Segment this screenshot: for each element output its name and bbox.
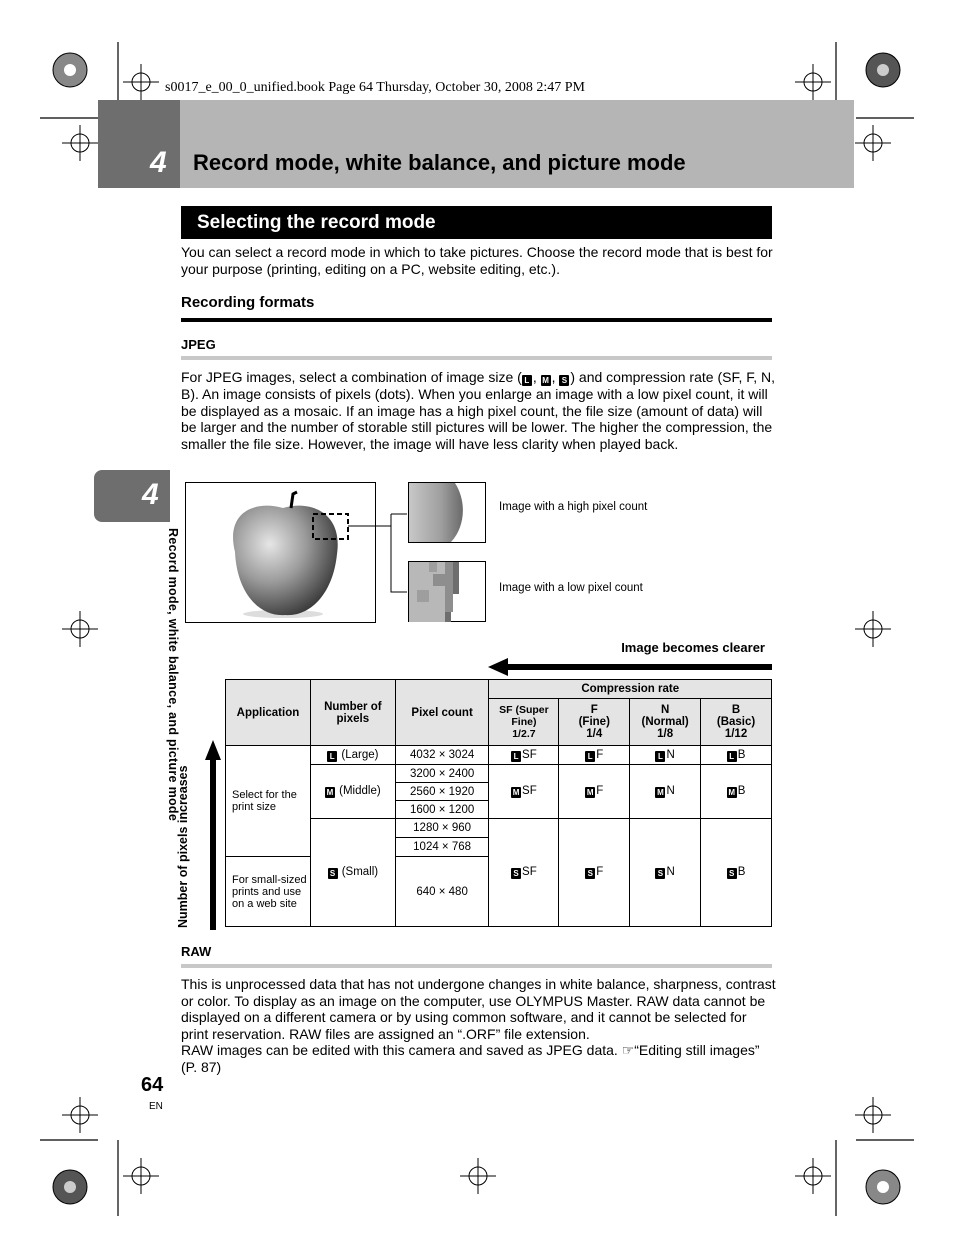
mode-middle-b: M B: [701, 765, 772, 819]
section-title: Selecting the record mode: [181, 206, 772, 239]
chapter-number-box: [98, 100, 180, 188]
page-number: 64: [141, 1074, 164, 1096]
raw-heading: RAW: [181, 944, 212, 959]
app-print-size: Select for the print size: [226, 746, 311, 857]
pixels-up-arrow-icon: [205, 740, 221, 932]
pixel-count-cell: 1024 × 768: [395, 838, 489, 857]
mode-middle-sf: M SF: [489, 765, 559, 819]
pixel-count-cell: 4032 × 3024: [395, 746, 489, 765]
large-size-icon: L: [522, 375, 532, 386]
size-small: S (Small): [310, 819, 395, 927]
pixel-count-cell: 640 × 480: [395, 857, 489, 927]
app-web-use: For small-sized prints and use on a web site: [226, 857, 311, 927]
large-size-icon: L: [327, 751, 337, 762]
chapter-number: 4: [150, 146, 167, 179]
chapter-side-tab: 4: [94, 470, 170, 522]
side-tab-text: Record mode, white balance, and picture mode: [166, 528, 180, 822]
small-size-icon: S: [559, 375, 569, 386]
header-f: F (Fine) 1/4: [559, 699, 630, 746]
mode-large-f: L F: [559, 746, 630, 765]
mode-middle-f: M F: [559, 765, 630, 819]
mode-small-b: S B: [701, 819, 772, 927]
pixel-count-cell: 3200 × 2400: [395, 765, 489, 783]
mode-small-f: S F: [559, 819, 630, 927]
heading-rule: [181, 318, 772, 322]
header-number-of-pixels: Number of pixels: [310, 680, 395, 746]
middle-size-icon: M: [542, 376, 549, 385]
mode-small-sf: S SF: [489, 819, 559, 927]
mode-large-sf: L SF: [489, 746, 559, 765]
size-middle: M (Middle): [310, 765, 395, 819]
low-pixel-label: Image with a low pixel count: [499, 582, 643, 594]
image-clearer-label: Image becomes clearer: [621, 640, 765, 655]
book-header-line: s0017_e_00_0_unified.book Page 64 Thursday, October 30, 2008 2:47 PM: [165, 80, 585, 95]
size-large: L (Large): [310, 746, 395, 765]
pixel-count-cell: 2560 × 1920: [395, 783, 489, 801]
jpeg-heading: JPEG: [181, 337, 216, 352]
recording-formats-heading: Recording formats: [181, 294, 315, 311]
small-size-icon: S: [328, 868, 338, 879]
jpeg-paragraph: For JPEG images, select a combination of image size ( L , M , S ) and compression rate (SF, F, N, B). An image consists of pixels (dots). When you enlarge an image with a low pixel count, it will be displayed as a mosaic. If an image has a high pixel count, the file size (amount of data) will be larger and the number of storable still pictures will be lower. The higher the compression, the smaller the file size. However, the image will have less clarity when played back.: [181, 369, 776, 452]
header-pixel-count: Pixel count: [395, 680, 489, 746]
mode-large-n: L N: [630, 746, 701, 765]
header-n: N (Normal) 1/8: [630, 699, 701, 746]
pixel-count-cell: 1280 × 960: [395, 819, 489, 838]
chapter-title: Record mode, white balance, and picture mode: [193, 150, 686, 175]
clearer-arrow-icon: [488, 658, 774, 678]
page-language: EN: [149, 1101, 163, 1112]
header-application: Application: [226, 680, 311, 746]
intro-paragraph: You can select a record mode in which to take pictures. Choose the record mode that is best for your purpose (printing, editing on a PC, website editing, etc.).: [181, 244, 773, 277]
pixel-count-cell: 1600 × 1200: [395, 801, 489, 819]
raw-rule: [181, 964, 772, 968]
mode-middle-n: M N: [630, 765, 701, 819]
pixels-increase-label: Number of pixels increases: [176, 765, 190, 928]
high-pixel-label: Image with a high pixel count: [499, 501, 648, 513]
middle-size-icon: M: [326, 788, 334, 797]
apple-figure: [185, 482, 495, 624]
mode-small-n: S N: [630, 819, 701, 927]
record-mode-table: [225, 679, 772, 927]
header-sf: SF (Super Fine) 1/2.7: [489, 699, 559, 746]
jpeg-rule: [181, 356, 772, 360]
reference-icon: ☞: [621, 1042, 635, 1058]
header-b: B (Basic) 1/12: [701, 699, 772, 746]
raw-paragraph: This is unprocessed data that has not undergone changes in white balance, sharpness, contrast or color. To display as an image on the computer, use OLYMPUS Master. RAW data cannot be displayed on a different camera or by using common software, and it cannot be selected for print reservation. RAW files are assigned an “.ORF” file extension. RAW images can be edited with this camera and saved as JPEG data. ☞“Editing still images” (P. 87): [181, 976, 776, 1075]
header-compression-rate: Compression rate: [489, 680, 772, 699]
mode-large-b: L B: [701, 746, 772, 765]
